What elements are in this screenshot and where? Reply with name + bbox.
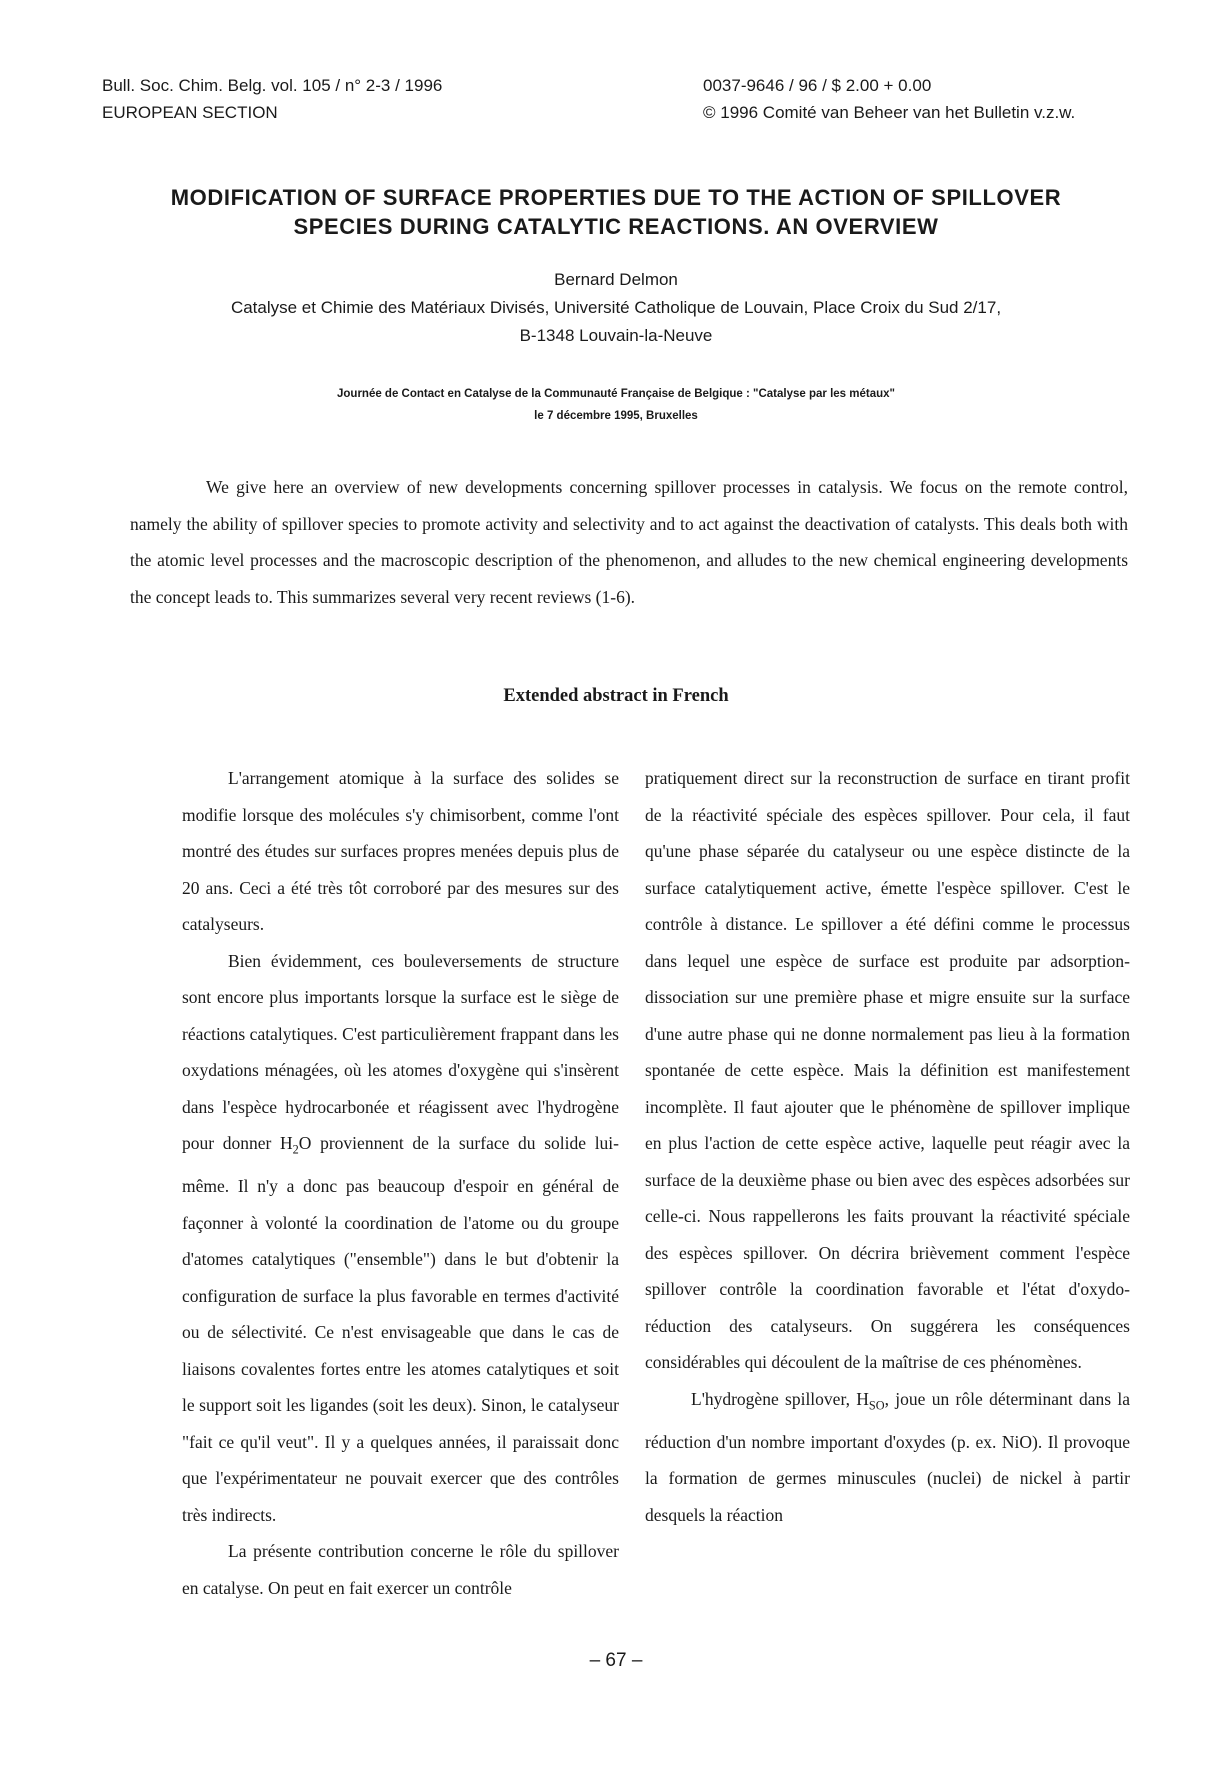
section-heading: Extended abstract in French [503, 686, 729, 706]
spillover-hydrogen-symbol: $H_{SO}$ [856, 1388, 885, 1412]
left-column [182, 760, 619, 1606]
issn-price: 0037-9646 / 96 / $ 2.00 + 0.00 [703, 76, 932, 95]
water-formula: $H_2O$ [280, 1133, 312, 1157]
journal-citation [102, 72, 442, 126]
abstract-text: We give here an overview of new developments concerning spillover processes in catalysis. We focus on the remote control, namely the ability of spillover species to promote activity and selectivity and to act against the deactivation of catalysts. This deals both with the atomic level processes and the macroscopic description of the phenomenon, and alludes to the new chemical engineering developments the concept leads to. This summarizes several very recent reviews (1-6). [130, 477, 1128, 607]
affiliation-line-1: Catalyse et Chimie des Matériaux Divisés, Université Catholique de Louvain, Place Croix du Sud 2/17, [230, 298, 1002, 317]
author-block [60, 266, 1172, 350]
article-title [60, 183, 1172, 241]
meeting-line-2: le 7 décembre 1995, Bruxelles [534, 410, 698, 422]
paragraph-text: Bien évidemment, ces bouleversements de structure sont encore plus importants lorsque la surface est le siège de réactions catalytiques. C'est particulièrement frappant dans les oxydations ménagées, où les atomes d'oxygène qui s'insèrent dans l'espèce hydrocarbonée et réagissent avec l'hydrogène pour donner [182, 950, 619, 1153]
title-line-2: SPECIES DURING CATALYTIC REACTIONS. AN OVERVIEW [293, 214, 939, 239]
journal-section: EUROPEAN SECTION [102, 103, 278, 122]
paragraph-text: , joue un rôle déterminant dans la réduction d'un nombre important d'oxydes (p. ex. NiO). Il provoque la formation de germes minuscules (nuclei) de nickel à partir desquels la réaction [645, 1388, 1130, 1525]
right-column [645, 760, 1130, 1533]
journal-volume: Bull. Soc. Chim. Belg. vol. 105 / n° 2-3 / 1996 [102, 76, 443, 95]
title-line-1: MODIFICATION OF SURFACE PROPERTIES DUE TO THE ACTION OF SPILLOVER [170, 185, 1062, 210]
paragraph [182, 943, 619, 1534]
issn-copyright [703, 72, 1075, 126]
paragraph [645, 1381, 1130, 1534]
paragraph-text: proviennent de la surface du solide lui-même. Il n'y a donc pas beaucoup d'espoir en général de façonner à volonté la coordination de l'atome ou du groupe d'atomes catalytiques ("ensemble") dans le but d'obtenir la configuration de surface la plus favorable en termes d'activité ou de sélectivité. Ce n'est envisageable que dans le cas de liaisons covalentes fortes entre les atomes catalytiques et soit le support soit les ligandes (soit les deux). Sinon, le catalyseur "fait ce qu'il veut". Il y a quelques années, il paraissait donc que l'expérimentateur ne pouvait exercer que des contrôles très indirects. [182, 1133, 619, 1525]
paragraph: pratiquement direct sur la reconstruction de surface en tirant profit de la réactivité spéciale des espèces spillover. Pour cela, il faut qu'une phase séparée du catalyseur ou une espèce distincte de la surface catalytiquement active, émette l'espèce spillover. C'est le contrôle à distance. Le spillover a été défini comme le processus dans lequel une espèce de surface est produite par adsorption-dissociation sur une première phase et migre ensuite sur la surface d'une autre phase qui ne donne normalement pas lieu à la formation spontanée de cette espèce. Mais la définition est manifestement incomplète. Il faut ajouter que le phénomène de spillover implique en plus l'action de cette espèce active, laquelle peut réagir avec la surface de la deuxième phase ou bien avec des espèces adsorbées sur celle-ci. Nous rappellerons les faits prouvant la réactivité spéciale des espèces spillover. On décrira brièvement comment l'espèce spillover contrôle la coordination favorable et l'état d'oxydo-réduction des catalyseurs. On suggérera les conséquences considérables qui découlent de la maîtrise de ces phénomènes. [645, 768, 1130, 1372]
page-number: – 67 – [589, 1650, 643, 1671]
copyright-line: © 1996 Comité van Beheer van het Bulletin v.z.w. [703, 103, 1076, 122]
affiliation-line-2: B-1348 Louvain-la-Neuve [519, 326, 713, 345]
paragraph-text: L'hydrogène spillover, [691, 1388, 857, 1409]
paragraph: L'arrangement atomique à la surface des solides se modifie lorsque des molécules s'y chimisorbent, comme l'ont montré des études sur surfaces propres menées depuis plus de 20 ans. Ceci a été très tôt corroboré par des mesures sur des catalyseurs. [182, 768, 619, 934]
paragraph: La présente contribution concerne le rôle du spillover en catalyse. On peut en fait exercer un contrôle [182, 1541, 619, 1598]
abstract [130, 469, 1128, 615]
author-name: Bernard Delmon [554, 270, 678, 289]
meeting-note [60, 383, 1172, 427]
meeting-line-1: Journée de Contact en Catalyse de la Communauté Française de Belgique : "Catalyse par les métaux" [337, 388, 895, 400]
